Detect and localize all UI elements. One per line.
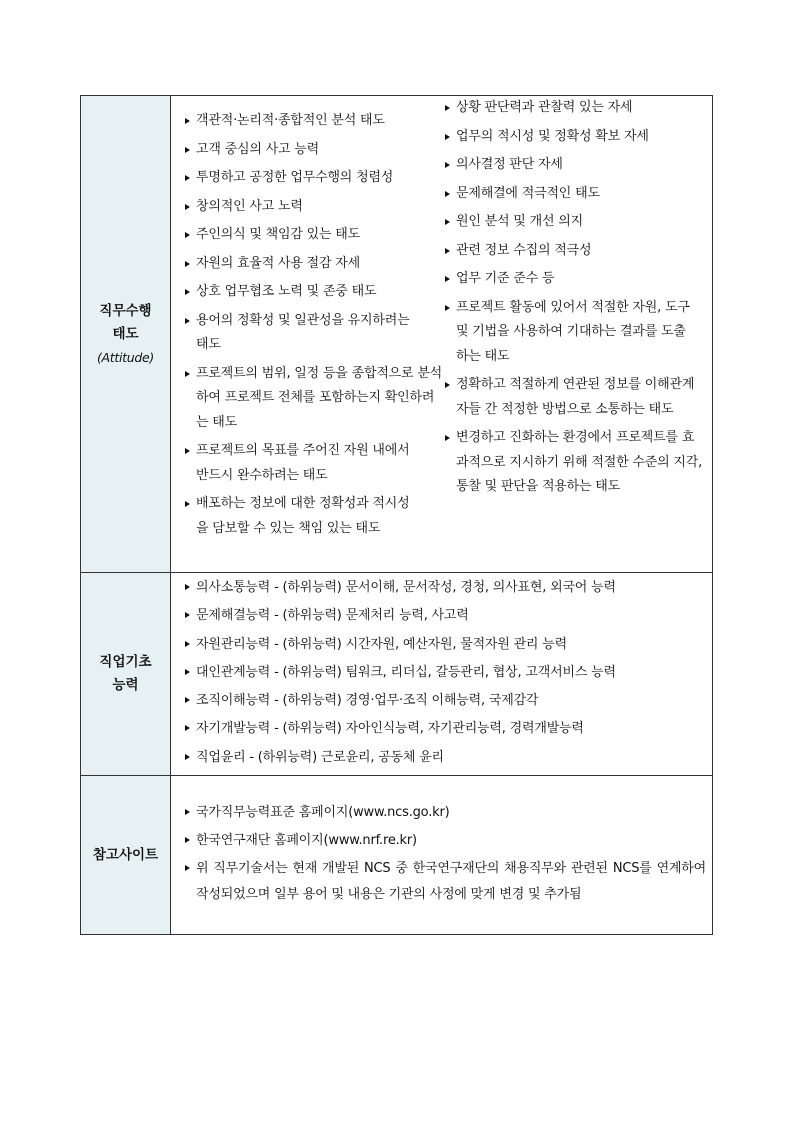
list-item: 배포하는 정보에 대한 정확성과 적시성을 담보할 수 있는 책임 있는 태도 [183, 492, 443, 541]
list-item: 한국연구재단 홈페이지(www.nrf.re.kr) [183, 828, 706, 854]
job-description-table [80, 95, 713, 935]
list-item: 직업윤리 - (하위능력) 근로윤리, 공동체 윤리 [183, 745, 712, 772]
list-item: 프로젝트 활동에 있어서 적절한 자원, 도구 및 기법을 사용하여 기대하는 결과를 도출하는 태도 [443, 296, 706, 370]
attitude-right-column [443, 96, 712, 572]
list-item: 관련 정보 수집의 적극성 [443, 239, 706, 264]
list-item: 의사결정 판단 자세 [443, 153, 706, 178]
attitude-content-cell [171, 96, 713, 573]
list-item: 문제해결에 적극적인 태도 [443, 182, 706, 207]
list-item: 의사소통능력 - (하위능력) 문서이해, 문서작성, 경청, 의사표현, 외국어 능력 [183, 575, 712, 602]
attitude-label-cell [81, 96, 171, 573]
list-item: 자원관리능력 - (하위능력) 시간자원, 예산자원, 물적자원 관리 능력 [183, 632, 712, 659]
attitude-row [81, 96, 713, 573]
reference-list [171, 800, 712, 908]
attitude-label-sub: (Attitude) [96, 349, 155, 365]
list-item: 위 직무기술서는 현재 개발된 NCS 중 한국연구재단의 채용직무와 관련된 NCS를 연계하여 작성되었으며 일부 용어 및 내용은 기관의 사정에 맞게 변경 및 추가됨 [183, 856, 706, 908]
list-item: 프로젝트의 목표를 주어진 자원 내에서 반드시 완수하려는 태도 [183, 439, 443, 488]
reference-label-cell [81, 776, 171, 935]
list-item: 투명하고 공정한 업무수행의 청렴성 [183, 166, 443, 191]
basic-label-main: 직업기초 [99, 654, 152, 670]
reference-label-main: 참고사이트 [92, 846, 159, 863]
list-item: 조직이해능력 - (하위능력) 경영·업무·조직 이해능력, 국제감각 [183, 688, 712, 715]
basic-ability-content-cell [171, 573, 713, 776]
list-item: 문제해결능력 - (하위능력) 문제처리 능력, 사고력 [183, 603, 712, 630]
basic-ability-row [81, 573, 713, 776]
list-item: 정확하고 적절하게 연관된 정보를 이해관계자들 간 적정한 방법으로 소통하는 태도 [443, 373, 706, 422]
basic-ability-list [171, 575, 712, 771]
attitude-right-list [443, 96, 706, 500]
reference-content-cell [171, 776, 713, 935]
attitude-label-main2: 태도 [112, 325, 139, 342]
attitude-label-main: 직무수행 [99, 302, 152, 319]
list-item: 자원의 효율적 사용 절감 자세 [183, 252, 443, 277]
list-item: 원인 분석 및 개선 의지 [443, 210, 706, 235]
list-item: 프로젝트의 범위, 일정 등을 종합적으로 분석하여 프로젝트 전체를 포함하는지 확인하려는 태도 [183, 362, 443, 436]
list-item: 상황 판단력과 관찰력 있는 자세 [443, 96, 706, 121]
list-item: 변경하고 진화하는 환경에서 프로젝트를 효과적으로 지시하기 위해 적절한 수준의 지각, 통찰 및 판단을 적용하는 태도 [443, 426, 706, 500]
list-item: 창의적인 사고 노력 [183, 195, 443, 220]
basic-ability-label-cell [81, 573, 171, 776]
basic-label-main2: 능력 [112, 677, 139, 693]
list-item: 주인의식 및 책임감 있는 태도 [183, 223, 443, 248]
reference-row [81, 776, 713, 935]
list-item: 객관적·논리적·종합적인 분석 태도 [183, 109, 443, 134]
list-item: 상호 업무협조 노력 및 존중 태도 [183, 280, 443, 305]
list-item: 대인관계능력 - (하위능력) 팀워크, 리더십, 갈등관리, 협상, 고객서비스 능력 [183, 660, 712, 687]
list-item: 고객 중심의 사고 능력 [183, 138, 443, 163]
list-item: 자기개발능력 - (하위능력) 자아인식능력, 자기관리능력, 경력개발능력 [183, 716, 712, 743]
attitude-left-column [171, 96, 443, 572]
list-item: 업무의 적시성 및 정확성 확보 자세 [443, 125, 706, 150]
list-item: 국가직무능력표준 홈페이지(www.ncs.go.kr) [183, 800, 706, 826]
list-item: 업무 기준 준수 등 [443, 267, 706, 292]
list-item: 용어의 정확성 및 일관성을 유지하려는 태도 [183, 309, 443, 358]
attitude-left-list [183, 109, 443, 541]
